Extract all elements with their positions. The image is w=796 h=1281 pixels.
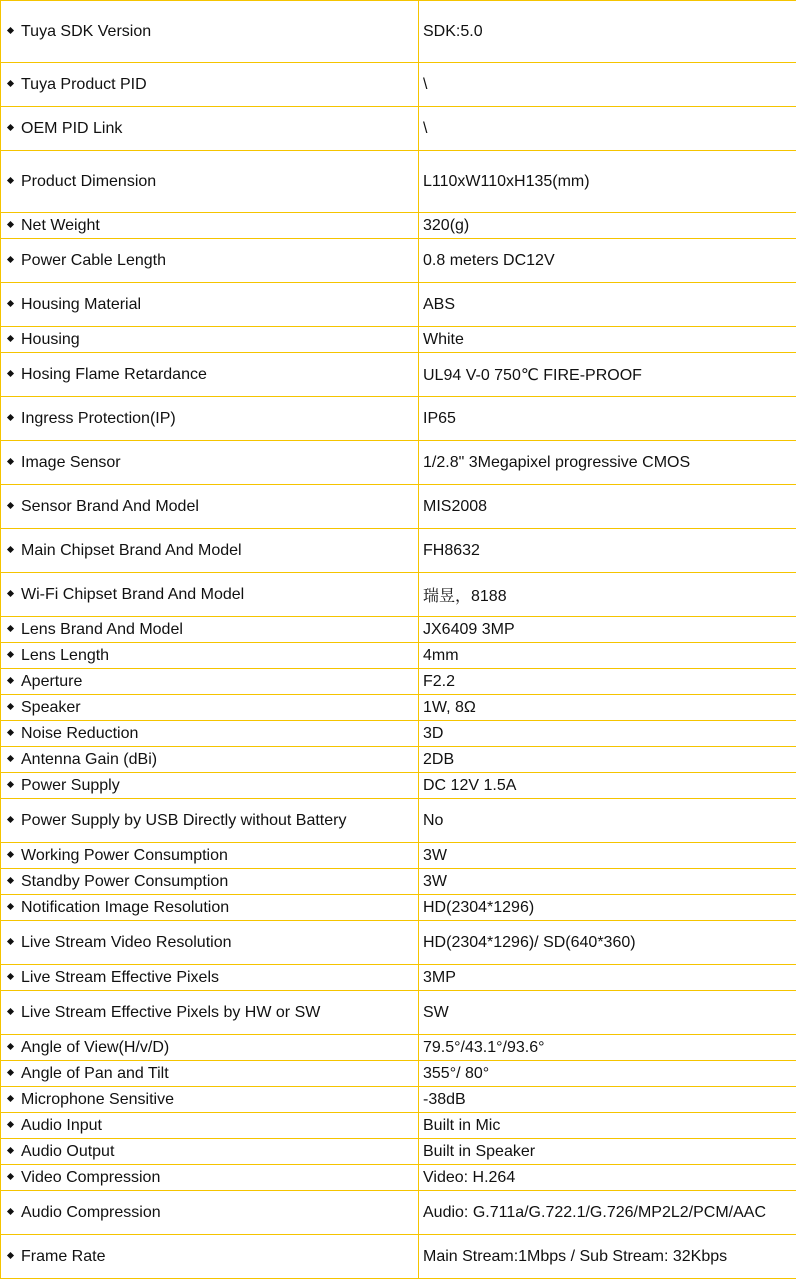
spec-value: IP65 [423,409,456,427]
spec-value: Main Stream:1Mbps / Sub Stream: 32Kbps [423,1247,728,1265]
spec-value-cell [419,1061,796,1087]
spec-label-cell [1,1235,419,1279]
spec-value: F2.2 [423,672,456,690]
spec-label-cell [1,107,419,151]
spec-row [1,747,796,773]
spec-value: HD(2304*1296) [423,898,535,916]
spec-label-cell [1,63,419,107]
spec-value: \ [423,119,428,137]
spec-label-cell [1,1,419,63]
spec-value: Built in Speaker [423,1142,536,1160]
spec-row [1,151,796,213]
spec-label: Antenna Gain (dBi) [21,750,158,768]
diamond-bullet-icon [7,458,14,465]
spec-label: Working Power Consumption [21,846,228,864]
spec-label-cell [1,643,419,669]
diamond-bullet-icon [7,80,14,87]
spec-label: Live Stream Effective Pixels by HW or SW [21,1003,321,1021]
spec-row [1,721,796,747]
diamond-bullet-icon [7,1252,14,1259]
spec-value: White [423,330,464,348]
spec-label-cell [1,239,419,283]
spec-label-cell [1,1165,419,1191]
spec-label: Power Supply [21,776,120,794]
spec-row [1,529,796,573]
spec-label: Wi-Fi Chipset Brand And Model [21,585,245,603]
spec-row [1,1139,796,1165]
diamond-bullet-icon [7,1043,14,1050]
diamond-bullet-icon [7,755,14,762]
spec-label-cell [1,1191,419,1235]
spec-label-cell [1,721,419,747]
spec-value: Built in Mic [423,1116,501,1134]
diamond-bullet-icon [7,703,14,710]
spec-value: 79.5°/43.1°/93.6° [423,1038,545,1056]
spec-value: SDK:5.0 [423,22,483,40]
spec-value-cell [419,1113,796,1139]
spec-label-cell [1,921,419,965]
diamond-bullet-icon [7,124,14,131]
spec-value-cell [419,1191,796,1235]
spec-value: HD(2304*1296)/ SD(640*360) [423,933,636,951]
diamond-bullet-icon [7,27,14,34]
diamond-bullet-icon [7,851,14,858]
spec-row [1,1235,796,1279]
spec-value: JX6409 3MP [423,620,515,638]
spec-value: MIS2008 [423,497,488,515]
spec-label: Microphone Sensitive [21,1090,174,1108]
spec-label-cell [1,397,419,441]
diamond-bullet-icon [7,502,14,509]
diamond-bullet-icon [7,903,14,910]
spec-value: 4mm [423,646,459,664]
spec-value: 3W [423,872,447,890]
spec-value-cell [419,573,796,617]
spec-value-cell [419,991,796,1035]
diamond-bullet-icon [7,938,14,945]
diamond-bullet-icon [7,590,14,597]
spec-label: Tuya SDK Version [21,22,152,40]
spec-label: Product Dimension [21,172,157,190]
spec-value-cell [419,151,796,213]
spec-label-cell [1,353,419,397]
spec-value-cell [419,1035,796,1061]
spec-label: Angle of View(H/v/D) [21,1038,170,1056]
spec-row [1,485,796,529]
spec-label-cell [1,669,419,695]
spec-value-cell [419,721,796,747]
diamond-bullet-icon [7,1069,14,1076]
diamond-bullet-icon [7,1095,14,1102]
spec-label-cell [1,283,419,327]
spec-value: 320(g) [423,216,470,234]
spec-label: Lens Brand And Model [21,620,183,638]
spec-row [1,1191,796,1235]
spec-row [1,1113,796,1139]
spec-label: Standby Power Consumption [21,872,229,890]
spec-value-cell [419,107,796,151]
spec-value: Audio: G.711a/G.722.1/G.726/MP2L2/PCM/AAC [423,1203,766,1221]
spec-label-cell [1,213,419,239]
spec-row [1,283,796,327]
spec-value-cell [419,669,796,695]
spec-value: 3MP [423,968,456,986]
spec-value-cell [419,63,796,107]
spec-value-cell [419,397,796,441]
spec-label: Power Supply by USB Directly without Battery [21,811,347,829]
spec-value-cell [419,643,796,669]
spec-value-cell [419,747,796,773]
spec-value-cell [419,617,796,643]
spec-row [1,1035,796,1061]
spec-value: 2DB [423,750,455,768]
spec-label-cell [1,1061,419,1087]
spec-label-cell [1,799,419,843]
spec-label: Notification Image Resolution [21,898,230,916]
spec-label-cell [1,1139,419,1165]
spec-label-cell [1,485,419,529]
spec-label: Image Sensor [21,453,121,471]
spec-table-body [1,1,796,1279]
spec-value-cell [419,1235,796,1279]
spec-value: 0.8 meters DC12V [423,251,555,269]
diamond-bullet-icon [7,414,14,421]
diamond-bullet-icon [7,651,14,658]
diamond-bullet-icon [7,1008,14,1015]
spec-label-cell [1,1035,419,1061]
spec-row [1,643,796,669]
spec-label-cell [1,991,419,1035]
spec-label: Live Stream Effective Pixels [21,968,220,986]
diamond-bullet-icon [7,816,14,823]
spec-value: L110xW110xH135(mm) [423,172,590,190]
spec-row [1,669,796,695]
spec-value: DC 12V 1.5A [423,776,517,794]
diamond-bullet-icon [7,221,14,228]
spec-row [1,773,796,799]
spec-value: 瑞昱，8188 [423,588,507,605]
spec-label: Audio Output [21,1142,115,1160]
spec-label-cell [1,327,419,353]
diamond-bullet-icon [7,1121,14,1128]
spec-value: ABS [423,295,456,313]
spec-value-cell [419,353,796,397]
spec-label: Live Stream Video Resolution [21,933,232,951]
diamond-bullet-icon [7,677,14,684]
spec-value: 1/2.8" 3Megapixel progressive CMOS [423,453,691,471]
spec-label-cell [1,965,419,991]
spec-value: 1W, 8Ω [423,698,476,716]
diamond-bullet-icon [7,335,14,342]
spec-value-cell [419,327,796,353]
spec-label-cell [1,747,419,773]
spec-row [1,1061,796,1087]
spec-row [1,991,796,1035]
spec-row [1,107,796,151]
spec-row [1,213,796,239]
spec-row [1,573,796,617]
spec-value: UL94 V-0 750℃ FIRE-PROOF [423,366,642,384]
spec-value-cell [419,213,796,239]
diamond-bullet-icon [7,973,14,980]
diamond-bullet-icon [7,877,14,884]
spec-value-cell [419,869,796,895]
spec-value: SW [423,1003,449,1021]
spec-value: No [423,811,444,829]
spec-row [1,327,796,353]
spec-label-cell [1,773,419,799]
diamond-bullet-icon [7,370,14,377]
spec-label: Net Weight [21,216,100,234]
spec-value-cell [419,1139,796,1165]
spec-row [1,353,796,397]
spec-label-cell [1,1087,419,1113]
spec-label: Audio Compression [21,1203,161,1221]
spec-row [1,63,796,107]
spec-value-cell [419,799,796,843]
spec-row [1,799,796,843]
spec-value-cell [419,485,796,529]
spec-label: Power Cable Length [21,251,166,269]
diamond-bullet-icon [7,546,14,553]
spec-label-cell [1,617,419,643]
spec-label-cell [1,869,419,895]
spec-label-cell [1,529,419,573]
diamond-bullet-icon [7,625,14,632]
spec-row [1,441,796,485]
spec-label: Ingress Protection(IP) [21,409,176,427]
spec-value-cell [419,1165,796,1191]
spec-row [1,921,796,965]
spec-value-cell [419,283,796,327]
diamond-bullet-icon [7,300,14,307]
diamond-bullet-icon [7,781,14,788]
spec-label: Angle of Pan and Tilt [21,1064,169,1082]
spec-label: Main Chipset Brand And Model [21,541,242,559]
spec-value: -38dB [423,1090,466,1108]
spec-label: Housing Material [21,295,142,313]
spec-label: Lens Length [21,646,110,664]
spec-label: OEM PID Link [21,119,123,137]
spec-row [1,895,796,921]
spec-row [1,1,796,63]
diamond-bullet-icon [7,256,14,263]
spec-value: \ [423,75,428,93]
spec-value: 355°/ 80° [423,1064,490,1082]
spec-value-cell [419,239,796,283]
diamond-bullet-icon [7,1208,14,1215]
spec-label: Frame Rate [21,1247,106,1265]
spec-label: Sensor Brand And Model [21,497,199,515]
spec-label-cell [1,1113,419,1139]
spec-label: Housing [21,330,80,348]
spec-label-cell [1,573,419,617]
spec-value: FH8632 [423,541,480,559]
spec-row [1,1087,796,1113]
spec-value-cell [419,921,796,965]
spec-value: 3D [423,724,444,742]
spec-label: Aperture [21,672,83,690]
spec-label: Noise Reduction [21,724,139,742]
spec-row [1,239,796,283]
spec-row [1,965,796,991]
spec-label: Tuya Product PID [21,75,147,93]
diamond-bullet-icon [7,1173,14,1180]
diamond-bullet-icon [7,177,14,184]
spec-label: Audio Input [21,1116,102,1134]
spec-value-cell [419,1087,796,1113]
spec-value-cell [419,843,796,869]
spec-value-cell [419,895,796,921]
spec-row [1,869,796,895]
spec-value-cell [419,529,796,573]
spec-label-cell [1,151,419,213]
spec-value-cell [419,965,796,991]
spec-value: Video: H.264 [423,1168,516,1186]
spec-row [1,397,796,441]
spec-row [1,695,796,721]
spec-label-cell [1,895,419,921]
spec-value-cell [419,1,796,63]
diamond-bullet-icon [7,729,14,736]
spec-value-cell [419,773,796,799]
spec-row [1,617,796,643]
spec-label: Video Compression [21,1168,161,1186]
diamond-bullet-icon [7,1147,14,1154]
spec-value: 3W [423,846,447,864]
spec-label-cell [1,843,419,869]
spec-row [1,843,796,869]
spec-value-cell [419,441,796,485]
spec-value-cell [419,695,796,721]
spec-label-cell [1,695,419,721]
spec-row [1,1165,796,1191]
spec-label-cell [1,441,419,485]
spec-label: Speaker [21,698,81,716]
spec-label: Hosing Flame Retardance [21,365,207,383]
